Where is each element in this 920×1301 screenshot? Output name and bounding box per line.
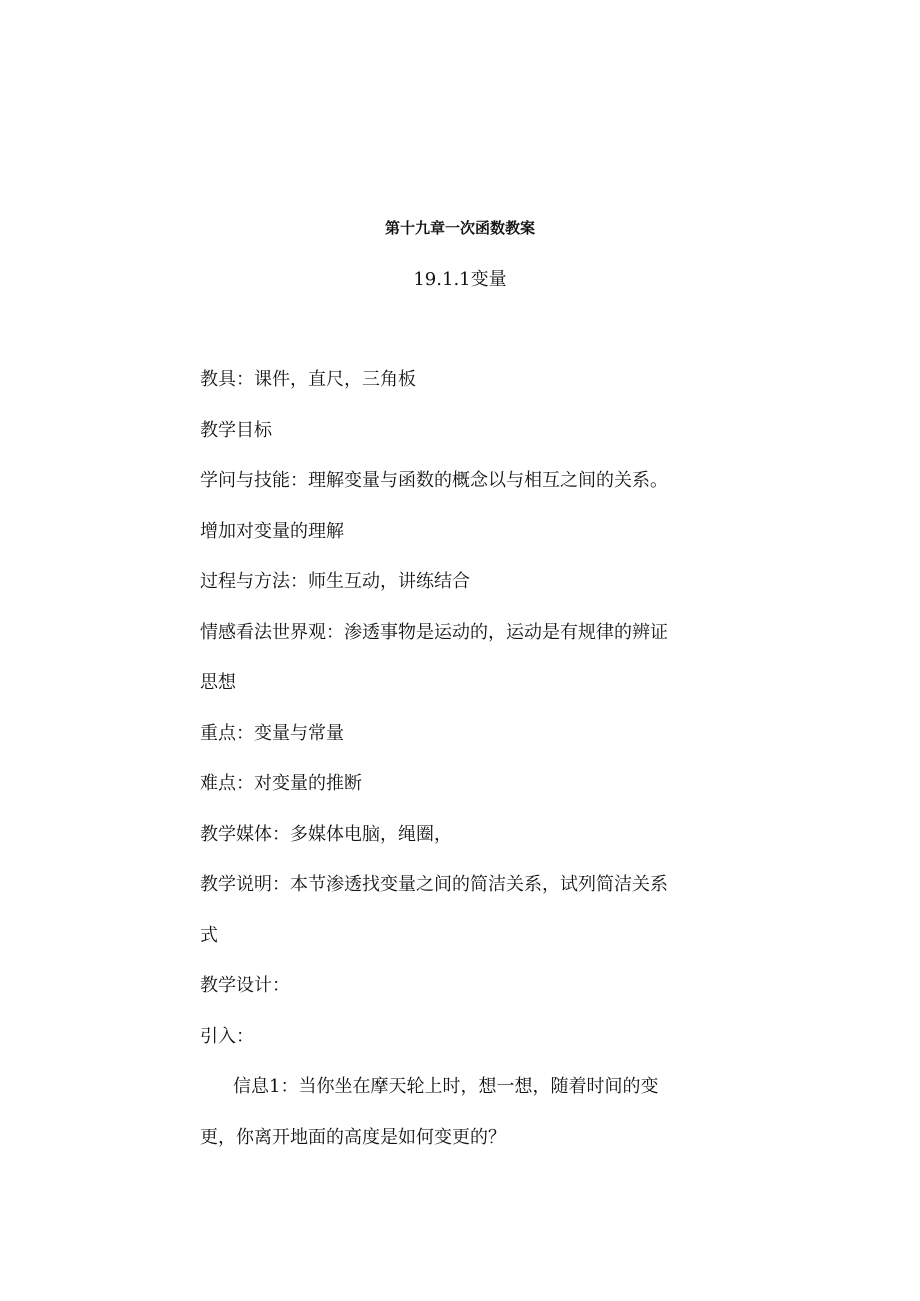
attitude-worldview-line: 情感看法世界观：渗透事物是运动的，运动是有规律的辨证 [200, 621, 668, 643]
document-body [200, 368, 690, 1176]
info-1-line: 信息1：当你坐在摩天轮上时，想一想，随着时间的变 [233, 1076, 659, 1097]
section-title: 19.1.1变量 [413, 269, 507, 290]
introduction-heading: 引入： [200, 1025, 254, 1047]
chapter-title: 第十九章一次函数教案 [384, 219, 535, 237]
process-method-line: 过程与方法：师生互动，讲练结合 [200, 571, 470, 592]
difficulty-line: 难点：对变量的推断 [200, 773, 362, 794]
attitude-worldview-continuation: 思想 [200, 672, 236, 693]
teaching-media-line: 教学媒体：多媒体电脑，绳圈， [200, 823, 452, 845]
info-1-continuation: 更，你离开地面的高度是如何变更的？ [200, 1126, 506, 1148]
knowledge-skills-line: 学问与技能：理解变量与函数的概念以与相互之间的关系。 [200, 470, 668, 491]
teaching-design-heading: 教学设计： [200, 975, 290, 996]
knowledge-skills-continuation: 增加对变量的理解 [200, 520, 344, 542]
teaching-notes-continuation: 式 [200, 924, 218, 946]
teaching-notes-line: 教学说明：本节渗透找变量之间的简洁关系，试列简洁关系 [200, 874, 668, 895]
teaching-objectives-heading: 教学目标 [200, 419, 272, 441]
teaching-tools-line: 教具：课件，直尺，三角板 [200, 369, 416, 390]
key-point-line: 重点：变量与常量 [200, 722, 344, 744]
